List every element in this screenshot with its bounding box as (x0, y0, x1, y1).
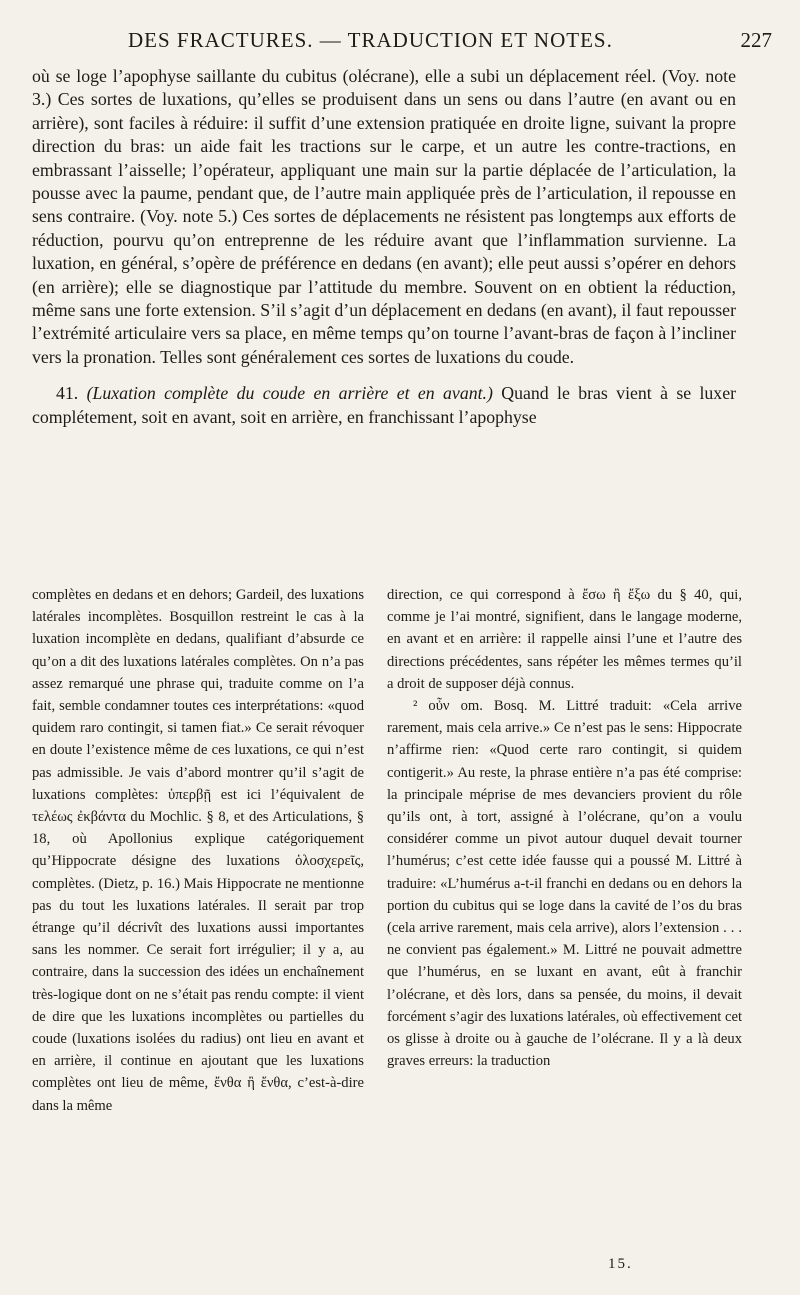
section-text: Quand le bras vient à se luxer complétement, soit en avant, soit en arrière, en franchissant l’apophyse (32, 383, 737, 427)
page-number: 227 (740, 28, 772, 52)
signature-mark: 15. (608, 1256, 633, 1272)
main-paragraph-2 (32, 382, 736, 429)
footnotes-left-column (32, 584, 364, 1117)
main-text (32, 65, 736, 429)
section-title: (Luxation complète du coude en arrière et en avant.) (86, 383, 493, 404)
page-header (34, 28, 774, 56)
footnote-2: ² οὖν om. Bosq. M. Littré traduit: «Cela arrive rarement, mais cela arrive.» Ce n’est pas le sens: Hippocrate n’affirme rien: «Quod certe raro contingit, si quidem contigerit.» Au reste, la phrase entière n’a pas été comprise: la principale méprise de mes devanciers provient du rôle qu’ils ont, à tort, assigné à l’olécrane, qu’on a voulu considérer comme un pivot autour duquel devait tourner l’humérus; c’est cette idée fausse qui a poussé M. Littré à traduire: «L’humérus a-t-il franchi en dedans ou en dehors la portion du cubitus qui se loge dans la cavité de l’os du bras (cela arrive rarement, mais cela arrive), alors l’extension . . . ne convient pas également.» M. Littré ne pouvait admettre que l’humérus, en se luxant en avant, eût à franchir l’olécrane, et dès lors, dans sa pensée, du moins, il devait forcément s’agir des luxations latérales, où effectivement cet os glisse à droite ou à gauche de l’olécrane. Il y a là deux graves erreurs: la traduction (387, 698, 742, 1070)
section-number: 41. (56, 383, 79, 404)
footnote-continuation: complètes en dedans et en dehors; Gardeil, des luxations latérales incomplètes. Bosquillon restreint le cas à la luxation incomplète en dedans, qualifiant d’absurde ce qu’on a dit des luxations latérales complètes. On n’a pas assez remarqué une phrase qui, traduite comme on l’a fait, semble condamner toutes ces interprétations: «quod quidem raro contingit, si tamen fiat.» Ce serait révoquer en doute l’existence même de ces luxations, ce qui n’est pas admissible. Je vais d’abord montrer qu’il s’agit de luxations complètes: ὑπερβῇ est ici l’équivalent de τελέως ἐκβάντα du Mochlic. § 8, et des Articulations, § 18, où Apollonius explique catégoriquement qu’Hippocrate désigne des luxations ὁλοσχερεῖς, complètes. (Dietz, p. 16.) Mais Hippocrate ne mentionne pas du tout les luxations latérales. Il serait par trop étrange qu’il décrivît des luxations aussi importantes sans les nommer. Ce serait fort irrégulier; il y a, au contraire, dans la succession des idées un enchaînement très-logique dont on ne s’était pas rendu compte: il vient de dire que les luxations incomplètes ou partielles du coude (luxations isolées du radius) ont lieu en avant et en arrière, il continue en ajoutant que les luxations complètes ont lieu de même, ἔνθα ἢ ἔνθα, c’est-à-dire dans la même (32, 587, 364, 1114)
running-title: DES FRACTURES. — TRADUCTION ET NOTES. (128, 28, 613, 52)
footnotes-right-column (387, 584, 742, 1072)
footnote-continuation-end: direction, ce qui correspond à ἔσω ἢ ἔξω du § 40, qui, comme je l’ai montré, signifient, dans le langage moderne, en avant et en arrière: il rappelle ainsi l’une et l’autre des directions précédentes, sans répéter les mêmes termes qu’il a droit de supposer déjà connus. (387, 587, 742, 692)
footnotes (32, 584, 742, 1244)
main-paragraph-1: où se loge l’apophyse saillante du cubitus (olécrane), elle a subi un déplacement réel. (Voy. note 3.) Ces sortes de luxations, qu’elles se produisent dans un sens ou dans l’autre (en avant ou en arrière), sont faciles à réduire: il suffit d’une extension pratiquée en droite ligne, suivant la propre direction du bras: un aide fait les tractions sur le carpe, et un autre les contre-tractions, en embrassant l’aisselle; l’opérateur, appliquant une main sur la partie déplacée de l’articulation, la pousse avec la paume, pendant que, de l’autre main appliquée près de l’articulation, il repousse en sens contraire. (Voy. note 5.) Ces sortes de déplacements ne résistent pas longtemps aux efforts de réduction, pourvu qu’on entreprenne de les réduire avant que l’inflammation survienne. La luxation, en général, s’opère de préférence en dedans (en avant); elle peut aussi s’opérer en dehors (en arrière); elle se diagnostique par l’attitude du membre. Souvent on en obtient la réduction, même sans une forte extension. S’il s’agit d’un déplacement en dedans (en avant), il faut repousser l’extrémité articulaire vers sa place, en même temps qu’on tourne l’avant-bras de façon à l’incliner vers la pronation. Telles sont généralement ces sortes de luxations du coude. (32, 66, 736, 367)
